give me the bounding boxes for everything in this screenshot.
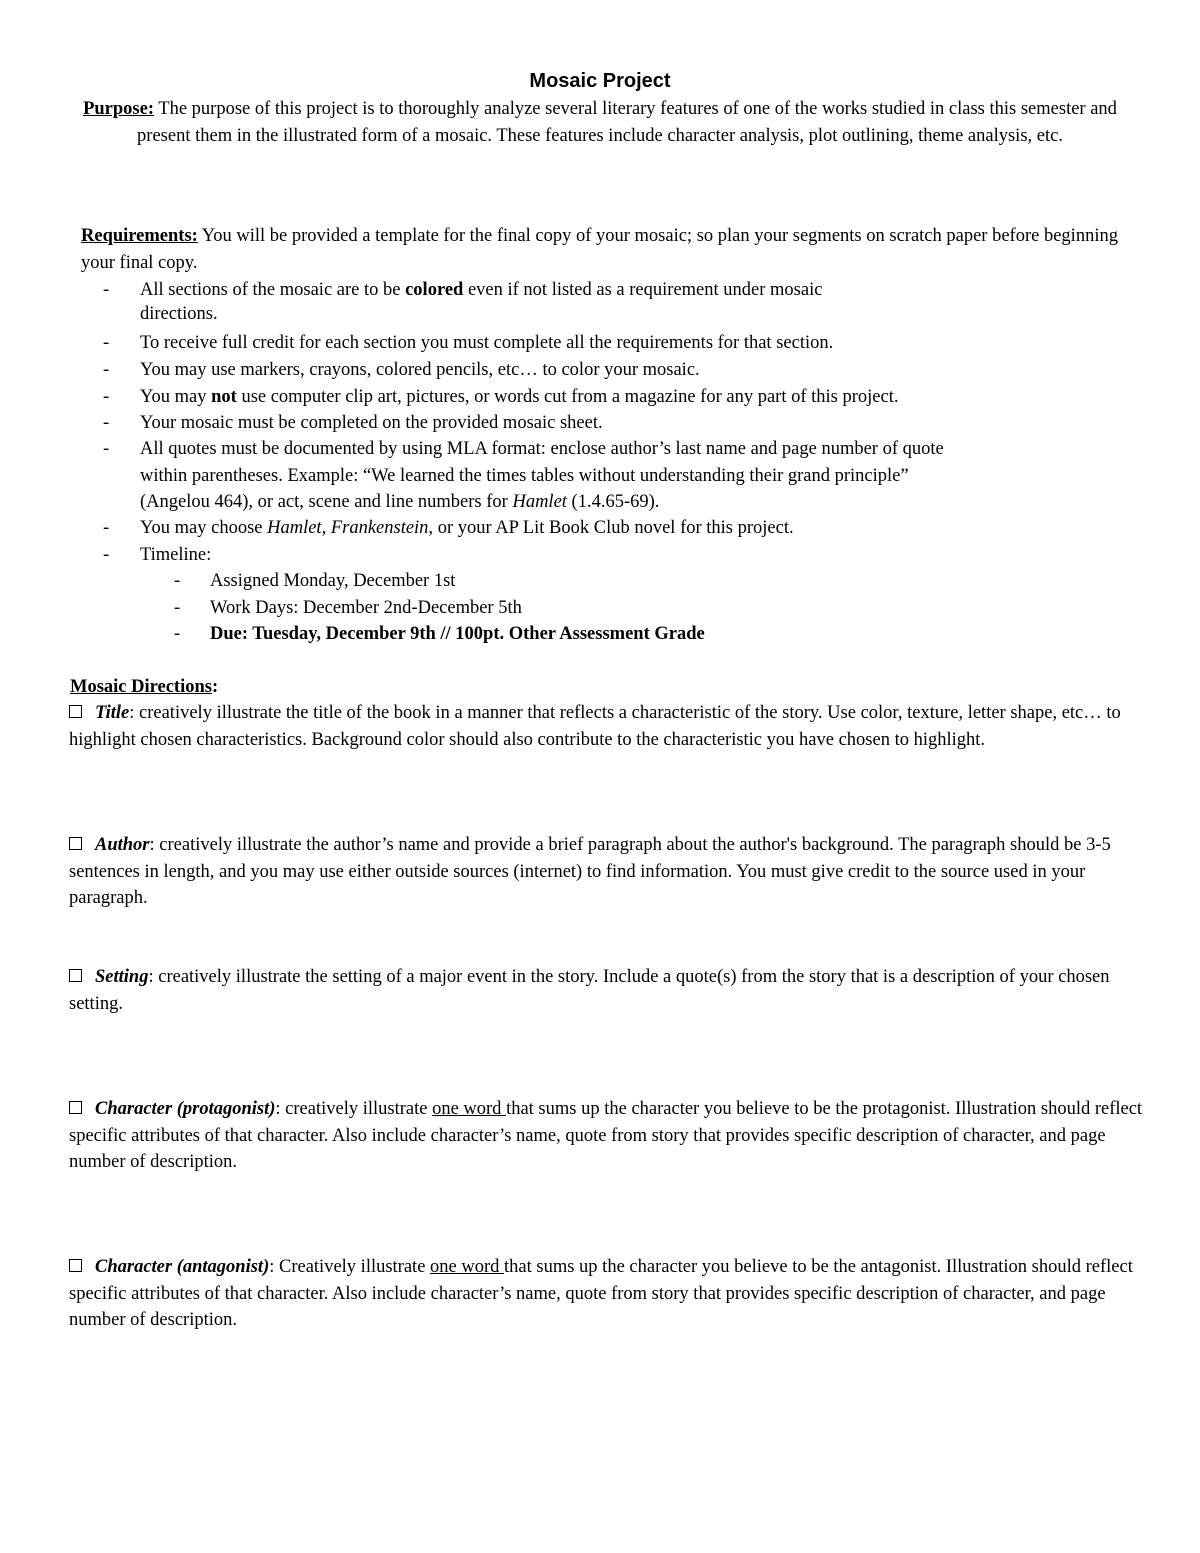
underlined-text: one word: [430, 1257, 505, 1277]
direction-setting: [69, 964, 1144, 1017]
text-run: (1.4.65-69).: [566, 492, 660, 512]
text-run: or your AP Lit Book Club novel for this project.: [433, 518, 794, 538]
direction-title: [69, 700, 1144, 753]
directions-heading: [70, 674, 218, 701]
bullet-dash: -: [103, 518, 110, 538]
checkbox-icon[interactable]: [69, 1101, 82, 1114]
list-item-text: To receive full credit for each section you must complete all the requirements for that section.: [140, 333, 834, 353]
bullet-dash: -: [103, 360, 110, 380]
timeline-item-text: Assigned Monday, December 1st: [210, 571, 456, 591]
direction-label: Title: [95, 703, 130, 723]
bullet-dash: -: [103, 439, 110, 459]
bullet-dash: -: [174, 624, 181, 644]
direction-label: Author: [95, 835, 150, 855]
checkbox-icon[interactable]: [69, 837, 82, 850]
directions-heading-text: Mosaic Directions: [70, 677, 212, 697]
page-title: Mosaic Project: [529, 70, 671, 92]
checkbox-icon[interactable]: [69, 969, 82, 982]
direction-text: : creatively illustrate: [275, 1099, 433, 1119]
direction-text: that sums up the character you believe to be the antagonist. Illustration should reflect specific attributes of that character. Also include character’s name, quote from story that provides specific description of character, and page number of description.: [69, 1257, 1133, 1330]
underlined-text: one word: [432, 1099, 507, 1119]
direction-text: : Creatively illustrate: [269, 1257, 431, 1277]
purpose-text: The purpose of this project is to thoroughly analyze several literary features of one of the works studied in class this semester and present them in the illustrated form of a mosaic. These features include character analysis, plot outlining, theme analysis, etc.: [137, 99, 1117, 146]
text-run: You may: [140, 387, 212, 407]
text-run: even if not listed as a requirement under mosaic: [463, 280, 823, 300]
timeline-item-text: Work Days: December 2nd-December 5th: [210, 598, 522, 618]
requirements-paragraph: [81, 223, 1121, 276]
list-item-text: You may use markers, crayons, colored pencils, etc… to color your mosaic.: [140, 360, 700, 380]
bullet-dash: -: [103, 280, 110, 300]
italic-run: Hamlet: [512, 492, 567, 512]
direction-text: that sums up the character you believe to be the protagonist. Illustration should reflect specific attributes of that character. Also include character’s name, quote from story that provides specific description of character, and page number of description.: [69, 1099, 1143, 1172]
directions-heading-colon: :: [211, 677, 219, 697]
list-item-text: [140, 384, 1100, 411]
bullet-dash: -: [174, 598, 181, 618]
direction-text: : creatively illustrate the title of the book in a manner that reflects a characteristic of the story. Use color, texture, letter shape, etc… to highlight chosen characteristics. Background color should also contribute to the characteristic you have chosen to highlight.: [69, 703, 1121, 750]
checkbox-icon[interactable]: [69, 705, 82, 718]
italic-run: Hamlet, Frankenstein,: [267, 518, 434, 538]
direction-label: Character (antagonist): [95, 1257, 270, 1277]
purpose-label: Purpose:: [83, 99, 154, 119]
list-item-continuation: within parentheses. Example: “We learned the times tables without understanding their grand principle”: [140, 466, 909, 486]
list-item-continuation: [140, 489, 1100, 516]
list-item-text: Your mosaic must be completed on the provided mosaic sheet.: [140, 413, 603, 433]
bullet-dash: -: [174, 571, 181, 591]
direction-label: Character (protagonist): [95, 1099, 276, 1119]
list-item-text: [140, 277, 1100, 304]
bullet-dash: -: [103, 387, 110, 407]
requirements-text: You will be provided a template for the final copy of your mosaic; so plan your segments on scratch paper before beginning your final copy.: [81, 226, 1118, 273]
bold-run: colored: [405, 280, 464, 300]
due-date-text: Due: Tuesday, December 9th // 100pt. Other Assessment Grade: [210, 624, 705, 644]
checkbox-icon[interactable]: [69, 1259, 82, 1272]
direction-antagonist: [69, 1254, 1144, 1334]
direction-text: : creatively illustrate the author’s name and provide a brief paragraph about the author's background. The paragraph should be 3-5 sentences in length, and you may use either outside sources (internet) to find information. You must give credit to the source used in your paragraph.: [69, 835, 1111, 908]
list-item-text: [140, 515, 1100, 542]
direction-text: : creatively illustrate the setting of a major event in the story. Include a quote(s) from the story that is a description of your chosen setting.: [69, 967, 1110, 1014]
text-run: All sections of the mosaic are to be: [140, 280, 406, 300]
bullet-dash: -: [103, 413, 110, 433]
direction-label: Setting: [95, 967, 149, 987]
bullet-dash: -: [103, 545, 110, 565]
bullet-dash: -: [103, 333, 110, 353]
requirements-label: Requirements:: [81, 226, 198, 246]
bold-run: not: [211, 387, 237, 407]
list-item-text: Timeline:: [140, 545, 212, 565]
list-item-continuation: directions.: [140, 304, 218, 324]
direction-author: [69, 832, 1144, 912]
list-item-text: All quotes must be documented by using MLA format: enclose author’s last name and page number of quote: [140, 439, 944, 459]
text-run: You may choose: [140, 518, 268, 538]
purpose-paragraph: [60, 96, 1140, 149]
direction-protagonist: [69, 1096, 1144, 1176]
text-run: (Angelou 464), or act, scene and line numbers for: [140, 492, 513, 512]
text-run: use computer clip art, pictures, or words cut from a magazine for any part of this project.: [236, 387, 899, 407]
